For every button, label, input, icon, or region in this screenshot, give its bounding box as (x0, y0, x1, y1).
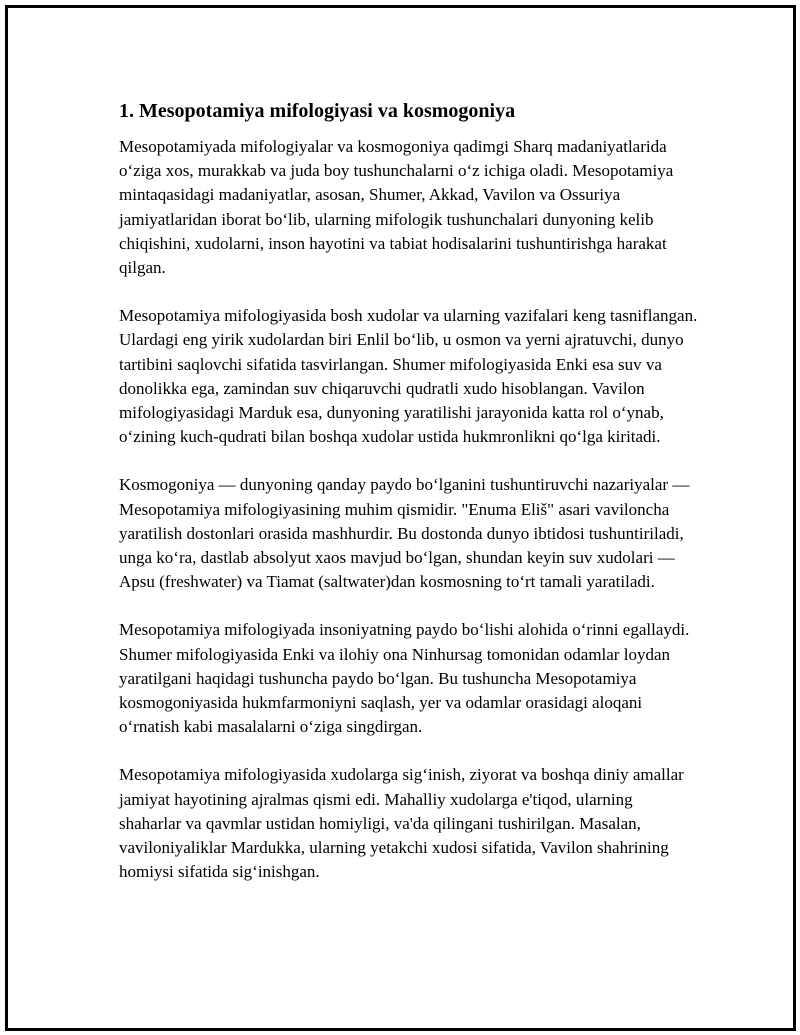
paragraph-1: Mesopotamiyada mifologiyalar va kosmogoniya qadimgi Sharq madaniyatlarida o‘ziga xos, murakkab va juda boy tushunchalarni o‘z ichiga oladi. Mesopotamiya mintaqasidagi madaniyatlar, asosan, Shumer, Akkad, Vavilon va Ossuriya jamiyatlaridan iborat bo‘lib, ularning mifologik tushunchalari dunyoning kelib chiqishini, xudolarni, inson hayotini va tabiat hodisalarini tushuntirishga harakat qilgan. (119, 137, 674, 278)
paragraph-3: Kosmogoniya — dunyoning qanday paydo bo‘lganini tushuntiruvchi nazariyalar — Mesopotamiya mifologiyasining muhim qismidir. "Enuma Eliš" asari vaviloncha yaratilish dostonlari orasida mashhurdir. Bu dostonda dunyo ibtidosi tushuntiriladi, unga ko‘ra, dastlab absolyut xaos mavjud bo‘lgan, shundan keyin suv xudolari — Apsu (freshwater) va Tiamat (saltwater)dan kosmosning to‘rt tamali yaratiladi. (119, 475, 690, 592)
page-frame (5, 5, 796, 1031)
paragraph-5: Mesopotamiya mifologiyasida xudolarga sig‘inish, ziyorat va boshqa diniy amallar jamiyat hayotining ajralmas qismi edi. Mahalliy xudolarga e'tiqod, ularning shaharlar va qavmlar ustidan homiyligi, va'da qilingani tushirilgan. Masalan, vaviloniyaliklar Mardukka, ularning yetakchi xudosi sifatida, Vavilon shahrining homiysi sifatida sig‘inishgan. (119, 765, 684, 882)
section-heading: 1. Mesopotamiya mifologiyasi va kosmogoniya (119, 100, 516, 122)
paragraph-2: Mesopotamiya mifologiyasida bosh xudolar va ularning vazifalari keng tasniflangan. Ulardagi eng yirik xudolardan biri Enlil bo‘lib, u osmon va yerni ajratuvchi, dunyo tartibini saqlovchi sifatida tasvirlangan. Shumer mifologiyasida Enki esa suv va donolikka ega, zamindan suv chiqaruvchi qudratli xudo hisoblangan. Vavilon mifologiyasidagi Marduk esa, dunyoning yaratilishi jarayonida katta rol o‘ynab, o‘zining kuch-qudrati bilan boshqa xudolar ustida hukmronlikni qo‘lga kiritadi. (119, 306, 698, 447)
paragraph-4: Mesopotamiya mifologiyada insoniyatning paydo bo‘lishi alohida o‘rinni egallaydi. Shumer mifologiyasida Enki va ilohiy ona Ninhursag tomonidan odamlar loydan yaratilgani haqidagi tushuncha paydo bo‘lgan. Bu tushuncha Mesopotamiya kosmogoniyasida hukmfarmoniyni saqlash, yer va odamlar orasidagi aloqani o‘rnatish kabi masalalarni o‘ziga singdirgan. (119, 620, 690, 737)
document-body (119, 98, 699, 908)
